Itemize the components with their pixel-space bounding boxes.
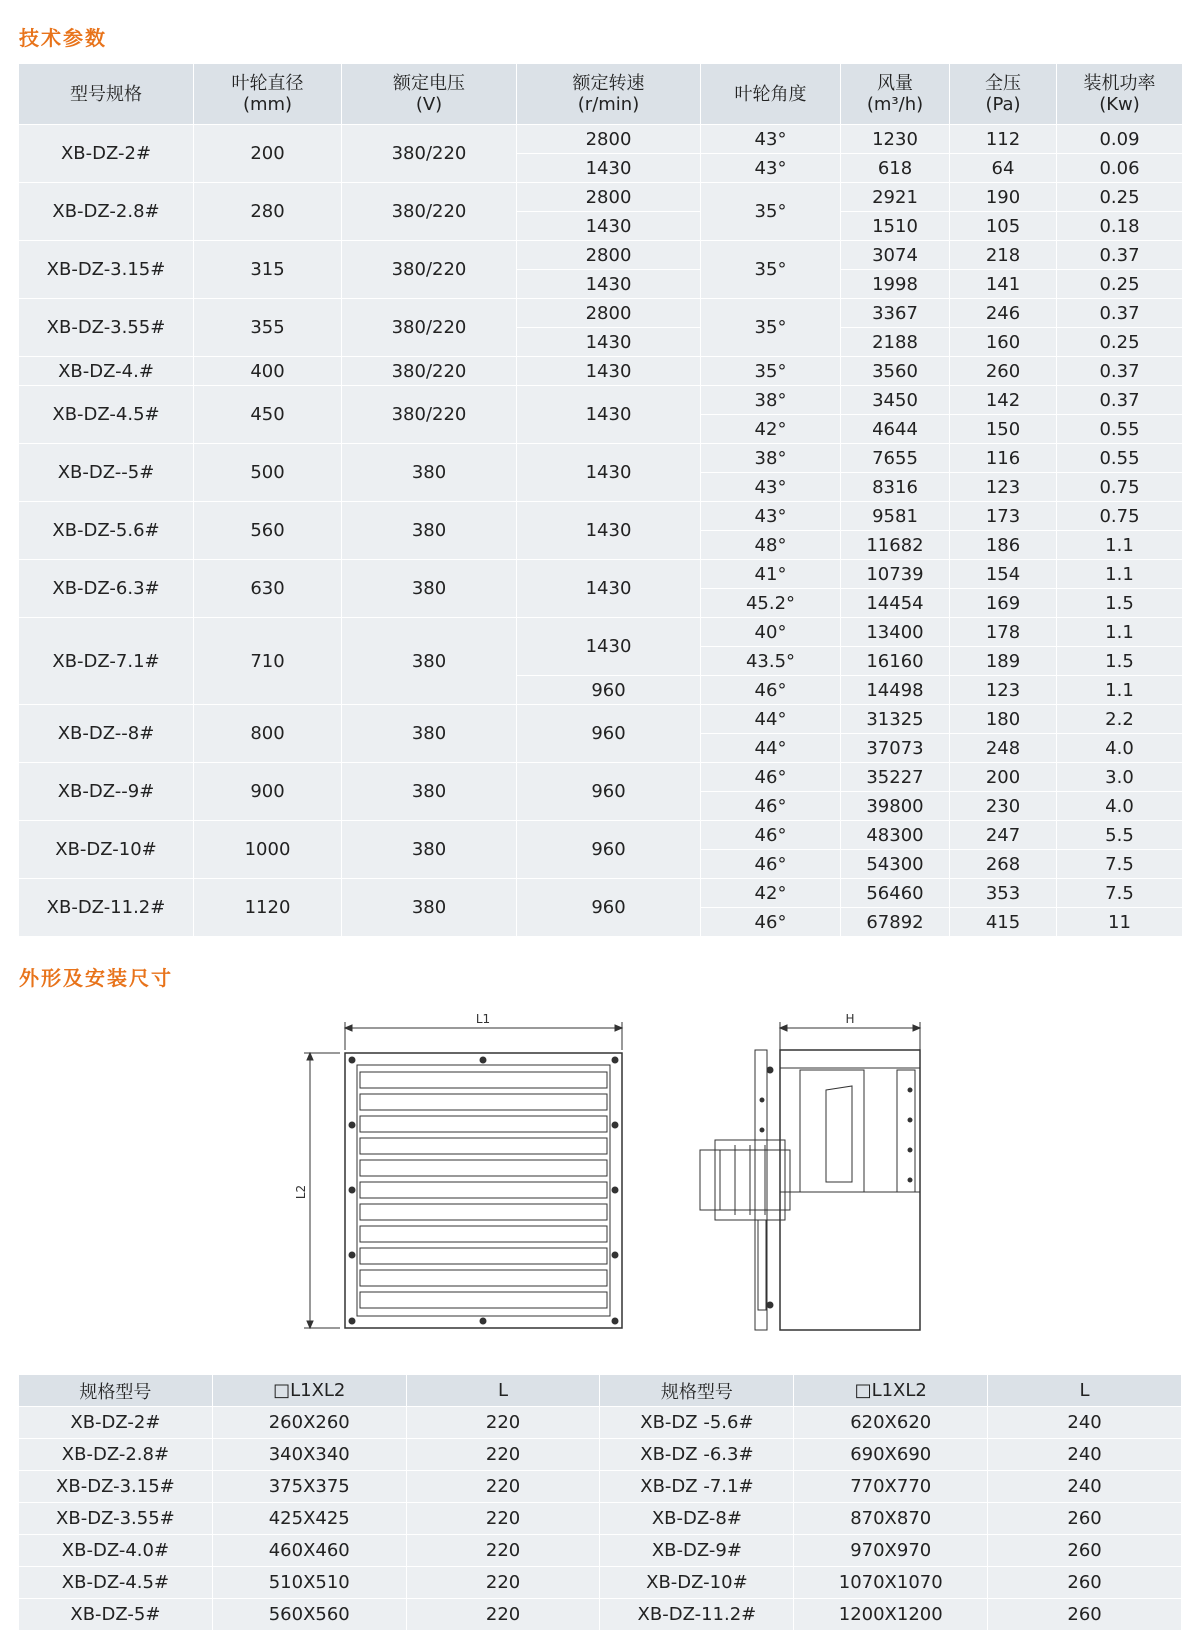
spec-cell: 900 bbox=[194, 763, 342, 821]
spec-cell: 0.37 bbox=[1057, 386, 1183, 415]
spec-cell: 14454 bbox=[841, 589, 950, 618]
spec-cell: 1430 bbox=[517, 386, 701, 444]
spec-cell: 1430 bbox=[517, 328, 701, 357]
spec-cell: 260 bbox=[950, 357, 1057, 386]
dimension-header-cell: L bbox=[988, 1375, 1182, 1407]
louver-slat bbox=[360, 1116, 607, 1132]
spec-cell: 1430 bbox=[517, 212, 701, 241]
spec-cell: 4.0 bbox=[1057, 734, 1183, 763]
spec-cell: 315 bbox=[194, 241, 342, 299]
dimension-cell: XB-DZ-5# bbox=[19, 1599, 213, 1631]
spec-cell: 1120 bbox=[194, 879, 342, 937]
dimension-cell: 220 bbox=[406, 1599, 600, 1631]
dim-label-l2: L2 bbox=[294, 1184, 308, 1200]
spec-cell: 2188 bbox=[841, 328, 950, 357]
spec-cell: 380/220 bbox=[342, 241, 517, 299]
spec-cell: 380/220 bbox=[342, 299, 517, 357]
spec-cell: XB-DZ--8# bbox=[19, 705, 194, 763]
spec-cell: 1230 bbox=[841, 125, 950, 154]
spec-cell: 56460 bbox=[841, 879, 950, 908]
dimension-cell: 1200X1200 bbox=[794, 1599, 988, 1631]
dimension-row bbox=[19, 1599, 1182, 1631]
spec-cell: 39800 bbox=[841, 792, 950, 821]
dimension-cell: 375X375 bbox=[212, 1471, 406, 1503]
spec-cell: 960 bbox=[517, 676, 701, 705]
spec-cell: 186 bbox=[950, 531, 1057, 560]
spec-cell: 45.2° bbox=[701, 589, 841, 618]
spec-cell: 218 bbox=[950, 241, 1057, 270]
fan-dimension-diagram bbox=[0, 1010, 1200, 1340]
spec-cell: 1.1 bbox=[1057, 560, 1183, 589]
spec-cell: 380 bbox=[342, 618, 517, 705]
dimension-header-cell: L bbox=[406, 1375, 600, 1407]
spec-row bbox=[19, 618, 1183, 647]
dimension-cell: 1070X1070 bbox=[794, 1567, 988, 1599]
spec-cell: XB-DZ-4.5# bbox=[19, 386, 194, 444]
spec-header-cell: 型号规格 bbox=[19, 64, 194, 125]
spec-cell: 248 bbox=[950, 734, 1057, 763]
dimension-cell: 220 bbox=[406, 1407, 600, 1439]
spec-cell: 46° bbox=[701, 908, 841, 937]
spec-cell: 14498 bbox=[841, 676, 950, 705]
dim-label-h: H bbox=[845, 1012, 855, 1026]
spec-cell: 1430 bbox=[517, 357, 701, 386]
spec-cell: 1.1 bbox=[1057, 531, 1183, 560]
spec-cell: 42° bbox=[701, 415, 841, 444]
spec-cell: 3560 bbox=[841, 357, 950, 386]
spec-cell: 800 bbox=[194, 705, 342, 763]
spec-cell: 8316 bbox=[841, 473, 950, 502]
spec-cell: 230 bbox=[950, 792, 1057, 821]
spec-cell: 13400 bbox=[841, 618, 950, 647]
spec-cell: 67892 bbox=[841, 908, 950, 937]
spec-cell: 35227 bbox=[841, 763, 950, 792]
spec-cell: 142 bbox=[950, 386, 1057, 415]
dim-label-l1: L1 bbox=[475, 1012, 491, 1026]
dimension-cell: XB-DZ-11.2# bbox=[600, 1599, 794, 1631]
spec-cell: 180 bbox=[950, 705, 1057, 734]
spec-header-cell: 叶轮角度 bbox=[701, 64, 841, 125]
spec-cell: 560 bbox=[194, 502, 342, 560]
dimension-cell: XB-DZ-8# bbox=[600, 1503, 794, 1535]
dimension-cell: 340X340 bbox=[212, 1439, 406, 1471]
spec-cell: 105 bbox=[950, 212, 1057, 241]
louver-slat bbox=[360, 1292, 607, 1308]
spec-cell: 380 bbox=[342, 705, 517, 763]
dimension-cell: 970X970 bbox=[794, 1535, 988, 1567]
spec-cell: 11682 bbox=[841, 531, 950, 560]
dimension-row bbox=[19, 1535, 1182, 1567]
spec-cell: 35° bbox=[701, 299, 841, 357]
spec-row bbox=[19, 821, 1183, 850]
dimension-cell: 240 bbox=[988, 1407, 1182, 1439]
spec-cell: 1.1 bbox=[1057, 618, 1183, 647]
louver-slat bbox=[360, 1270, 607, 1286]
spec-cell: 380/220 bbox=[342, 357, 517, 386]
spec-cell: 42° bbox=[701, 879, 841, 908]
spec-cell: 189 bbox=[950, 647, 1057, 676]
dimension-cell: XB-DZ-9# bbox=[600, 1535, 794, 1567]
spec-cell: 178 bbox=[950, 618, 1057, 647]
spec-cell: 960 bbox=[517, 821, 701, 879]
spec-cell: 1.1 bbox=[1057, 676, 1183, 705]
spec-cell: 1000 bbox=[194, 821, 342, 879]
dimension-cell: XB-DZ-4.0# bbox=[19, 1535, 213, 1567]
spec-cell: 64 bbox=[950, 154, 1057, 183]
spec-header-cell: 额定电压 (V) bbox=[342, 64, 517, 125]
spec-cell: XB-DZ--5# bbox=[19, 444, 194, 502]
spec-cell: 630 bbox=[194, 560, 342, 618]
spec-row bbox=[19, 357, 1183, 386]
dimension-cell: 220 bbox=[406, 1535, 600, 1567]
dimension-cell: 260 bbox=[988, 1535, 1182, 1567]
spec-cell: 150 bbox=[950, 415, 1057, 444]
spec-cell: 1510 bbox=[841, 212, 950, 241]
dimension-cell: 870X870 bbox=[794, 1503, 988, 1535]
dimension-cell: 425X425 bbox=[212, 1503, 406, 1535]
dimension-row bbox=[19, 1503, 1182, 1535]
spec-cell: 44° bbox=[701, 705, 841, 734]
spec-cell: 46° bbox=[701, 850, 841, 879]
spec-cell: 0.18 bbox=[1057, 212, 1183, 241]
spec-cell: 4.0 bbox=[1057, 792, 1183, 821]
dimension-cell: 690X690 bbox=[794, 1439, 988, 1471]
spec-cell: 37073 bbox=[841, 734, 950, 763]
dimension-cell: 240 bbox=[988, 1471, 1182, 1503]
spec-cell: 154 bbox=[950, 560, 1057, 589]
spec-cell: 7.5 bbox=[1057, 879, 1183, 908]
spec-cell: 0.55 bbox=[1057, 444, 1183, 473]
spec-cell: 380/220 bbox=[342, 386, 517, 444]
spec-cell: 0.25 bbox=[1057, 328, 1183, 357]
spec-cell: 960 bbox=[517, 879, 701, 937]
spec-cell: 11 bbox=[1057, 908, 1183, 937]
spec-row bbox=[19, 763, 1183, 792]
spec-cell: 200 bbox=[194, 125, 342, 183]
dimension-cell: 770X770 bbox=[794, 1471, 988, 1503]
spec-cell: 1430 bbox=[517, 154, 701, 183]
spec-cell: 0.25 bbox=[1057, 270, 1183, 299]
spec-cell: 46° bbox=[701, 792, 841, 821]
spec-cell: 500 bbox=[194, 444, 342, 502]
spec-cell: XB-DZ-4.# bbox=[19, 357, 194, 386]
spec-row bbox=[19, 299, 1183, 328]
spec-cell: 3074 bbox=[841, 241, 950, 270]
louver-slat bbox=[360, 1072, 607, 1088]
spec-cell: 380 bbox=[342, 763, 517, 821]
spec-cell: 46° bbox=[701, 763, 841, 792]
spec-cell: 40° bbox=[701, 618, 841, 647]
spec-cell: 380/220 bbox=[342, 183, 517, 241]
dimension-header-cell: □L1XL2 bbox=[794, 1375, 988, 1407]
spec-cell: 10739 bbox=[841, 560, 950, 589]
louver-slat bbox=[360, 1160, 607, 1176]
dimension-cell: XB-DZ-4.5# bbox=[19, 1567, 213, 1599]
spec-cell: 353 bbox=[950, 879, 1057, 908]
spec-cell: 0.25 bbox=[1057, 183, 1183, 212]
spec-cell: 400 bbox=[194, 357, 342, 386]
spec-cell: 960 bbox=[517, 763, 701, 821]
dimension-table bbox=[18, 1374, 1182, 1631]
spec-cell: 46° bbox=[701, 821, 841, 850]
spec-cell: 123 bbox=[950, 473, 1057, 502]
spec-cell: 4644 bbox=[841, 415, 950, 444]
spec-cell: 1430 bbox=[517, 444, 701, 502]
spec-cell: 200 bbox=[950, 763, 1057, 792]
spec-cell: 0.37 bbox=[1057, 299, 1183, 328]
spec-cell: 2800 bbox=[517, 183, 701, 212]
spec-cell: 1998 bbox=[841, 270, 950, 299]
spec-cell: XB-DZ-10# bbox=[19, 821, 194, 879]
spec-header-cell: 全压 (Pa) bbox=[950, 64, 1057, 125]
spec-cell: 280 bbox=[194, 183, 342, 241]
spec-row bbox=[19, 125, 1183, 154]
spec-cell: 112 bbox=[950, 125, 1057, 154]
spec-row bbox=[19, 386, 1183, 415]
louver-slat bbox=[360, 1138, 607, 1154]
spec-cell: 9581 bbox=[841, 502, 950, 531]
dimension-cell: XB-DZ -6.3# bbox=[600, 1439, 794, 1471]
dimension-cell: XB-DZ -7.1# bbox=[600, 1471, 794, 1503]
spec-row bbox=[19, 879, 1183, 908]
dimension-cell: 460X460 bbox=[212, 1535, 406, 1567]
louver-slat bbox=[360, 1204, 607, 1220]
spec-cell: 48300 bbox=[841, 821, 950, 850]
dimension-cell: 240 bbox=[988, 1439, 1182, 1471]
spec-cell: 450 bbox=[194, 386, 342, 444]
spec-cell: 1430 bbox=[517, 618, 701, 676]
spec-row bbox=[19, 444, 1183, 473]
spec-cell: 43° bbox=[701, 473, 841, 502]
spec-cell: 38° bbox=[701, 386, 841, 415]
spec-header-cell: 额定转速 (r/min) bbox=[517, 64, 701, 125]
spec-cell: 1430 bbox=[517, 502, 701, 560]
spec-cell: 1.5 bbox=[1057, 589, 1183, 618]
dimension-cell: 560X560 bbox=[212, 1599, 406, 1631]
spec-row bbox=[19, 502, 1183, 531]
spec-cell: 43° bbox=[701, 502, 841, 531]
dimension-cell: XB-DZ-2# bbox=[19, 1407, 213, 1439]
dimension-cell: 260 bbox=[988, 1567, 1182, 1599]
tech-params-table bbox=[18, 63, 1183, 937]
spec-cell: 43° bbox=[701, 154, 841, 183]
section-title-dimensions: 外形及安装尺寸 bbox=[19, 966, 173, 990]
spec-cell: 246 bbox=[950, 299, 1057, 328]
spec-cell: 268 bbox=[950, 850, 1057, 879]
spec-cell: XB-DZ-2# bbox=[19, 125, 194, 183]
dimension-cell: XB-DZ-2.8# bbox=[19, 1439, 213, 1471]
spec-cell: 2800 bbox=[517, 299, 701, 328]
spec-cell: 123 bbox=[950, 676, 1057, 705]
spec-cell: 31325 bbox=[841, 705, 950, 734]
spec-cell: 48° bbox=[701, 531, 841, 560]
spec-row bbox=[19, 241, 1183, 270]
dimension-cell: 220 bbox=[406, 1439, 600, 1471]
spec-cell: 44° bbox=[701, 734, 841, 763]
spec-cell: 0.09 bbox=[1057, 125, 1183, 154]
spec-cell: 0.37 bbox=[1057, 357, 1183, 386]
spec-cell: 960 bbox=[517, 705, 701, 763]
spec-cell: 173 bbox=[950, 502, 1057, 531]
dimension-cell: 620X620 bbox=[794, 1407, 988, 1439]
spec-cell: XB-DZ-3.55# bbox=[19, 299, 194, 357]
front-view-drawing bbox=[304, 1022, 622, 1328]
spec-cell: 0.37 bbox=[1057, 241, 1183, 270]
spec-cell: 3450 bbox=[841, 386, 950, 415]
spec-cell: 0.75 bbox=[1057, 502, 1183, 531]
dimension-header-cell: □L1XL2 bbox=[212, 1375, 406, 1407]
dimension-header-cell: 规格型号 bbox=[19, 1375, 213, 1407]
dimension-cell: 220 bbox=[406, 1567, 600, 1599]
spec-cell: 0.06 bbox=[1057, 154, 1183, 183]
spec-cell: 1430 bbox=[517, 560, 701, 618]
spec-cell: 43.5° bbox=[701, 647, 841, 676]
spec-cell: 380 bbox=[342, 560, 517, 618]
spec-cell: 0.75 bbox=[1057, 473, 1183, 502]
spec-cell: 618 bbox=[841, 154, 950, 183]
spec-cell: 3.0 bbox=[1057, 763, 1183, 792]
spec-cell: 7655 bbox=[841, 444, 950, 473]
dimension-row bbox=[19, 1407, 1182, 1439]
dimension-cell: 260 bbox=[988, 1503, 1182, 1535]
spec-header-cell: 风量 (m³/h) bbox=[841, 64, 950, 125]
dimension-row bbox=[19, 1471, 1182, 1503]
spec-header-cell: 叶轮直径 (mm) bbox=[194, 64, 342, 125]
spec-cell: 380/220 bbox=[342, 125, 517, 183]
dimension-cell: XB-DZ-10# bbox=[600, 1567, 794, 1599]
section-title-tech-params: 技术参数 bbox=[19, 26, 107, 50]
spec-cell: 380 bbox=[342, 821, 517, 879]
dimension-cell: 260X260 bbox=[212, 1407, 406, 1439]
spec-cell: 2800 bbox=[517, 125, 701, 154]
spec-row bbox=[19, 705, 1183, 734]
spec-cell: 0.55 bbox=[1057, 415, 1183, 444]
spec-cell: XB-DZ-5.6# bbox=[19, 502, 194, 560]
dimension-cell: XB-DZ-3.55# bbox=[19, 1503, 213, 1535]
spec-cell: XB-DZ-6.3# bbox=[19, 560, 194, 618]
dimension-cell: 220 bbox=[406, 1471, 600, 1503]
louver-slat bbox=[360, 1094, 607, 1110]
spec-cell: XB-DZ-7.1# bbox=[19, 618, 194, 705]
spec-cell: 7.5 bbox=[1057, 850, 1183, 879]
spec-cell: 43° bbox=[701, 125, 841, 154]
louver-slat bbox=[360, 1248, 607, 1264]
spec-cell: 169 bbox=[950, 589, 1057, 618]
spec-cell: 35° bbox=[701, 241, 841, 299]
dimension-cell: 510X510 bbox=[212, 1567, 406, 1599]
spec-cell: XB-DZ--9# bbox=[19, 763, 194, 821]
dimension-header-cell: 规格型号 bbox=[600, 1375, 794, 1407]
spec-cell: 16160 bbox=[841, 647, 950, 676]
spec-cell: 54300 bbox=[841, 850, 950, 879]
spec-header-cell: 装机功率 (Kw) bbox=[1057, 64, 1183, 125]
dimension-row bbox=[19, 1567, 1182, 1599]
spec-cell: 160 bbox=[950, 328, 1057, 357]
spec-cell: 46° bbox=[701, 676, 841, 705]
spec-cell: 247 bbox=[950, 821, 1057, 850]
spec-cell: 116 bbox=[950, 444, 1057, 473]
spec-cell: 5.5 bbox=[1057, 821, 1183, 850]
spec-cell: 380 bbox=[342, 502, 517, 560]
spec-cell: 415 bbox=[950, 908, 1057, 937]
spec-cell: 380 bbox=[342, 879, 517, 937]
spec-cell: 141 bbox=[950, 270, 1057, 299]
spec-cell: 190 bbox=[950, 183, 1057, 212]
spec-cell: 35° bbox=[701, 357, 841, 386]
louver-slat bbox=[360, 1226, 607, 1242]
side-view-drawing bbox=[700, 1022, 920, 1330]
spec-cell: 3367 bbox=[841, 299, 950, 328]
louver-slat bbox=[360, 1182, 607, 1198]
spec-row bbox=[19, 560, 1183, 589]
spec-cell: 2800 bbox=[517, 241, 701, 270]
dimension-cell: 220 bbox=[406, 1503, 600, 1535]
dimension-cell: 260 bbox=[988, 1599, 1182, 1631]
spec-cell: 1430 bbox=[517, 270, 701, 299]
spec-cell: 2.2 bbox=[1057, 705, 1183, 734]
dimension-row bbox=[19, 1439, 1182, 1471]
spec-cell: 38° bbox=[701, 444, 841, 473]
spec-cell: XB-DZ-11.2# bbox=[19, 879, 194, 937]
spec-cell: XB-DZ-3.15# bbox=[19, 241, 194, 299]
spec-cell: XB-DZ-2.8# bbox=[19, 183, 194, 241]
spec-cell: 2921 bbox=[841, 183, 950, 212]
spec-cell: 710 bbox=[194, 618, 342, 705]
spec-cell: 35° bbox=[701, 183, 841, 241]
spec-row bbox=[19, 183, 1183, 212]
spec-cell: 380 bbox=[342, 444, 517, 502]
spec-cell: 41° bbox=[701, 560, 841, 589]
dimension-cell: XB-DZ -5.6# bbox=[600, 1407, 794, 1439]
dimension-cell: XB-DZ-3.15# bbox=[19, 1471, 213, 1503]
spec-cell: 355 bbox=[194, 299, 342, 357]
spec-cell: 1.5 bbox=[1057, 647, 1183, 676]
